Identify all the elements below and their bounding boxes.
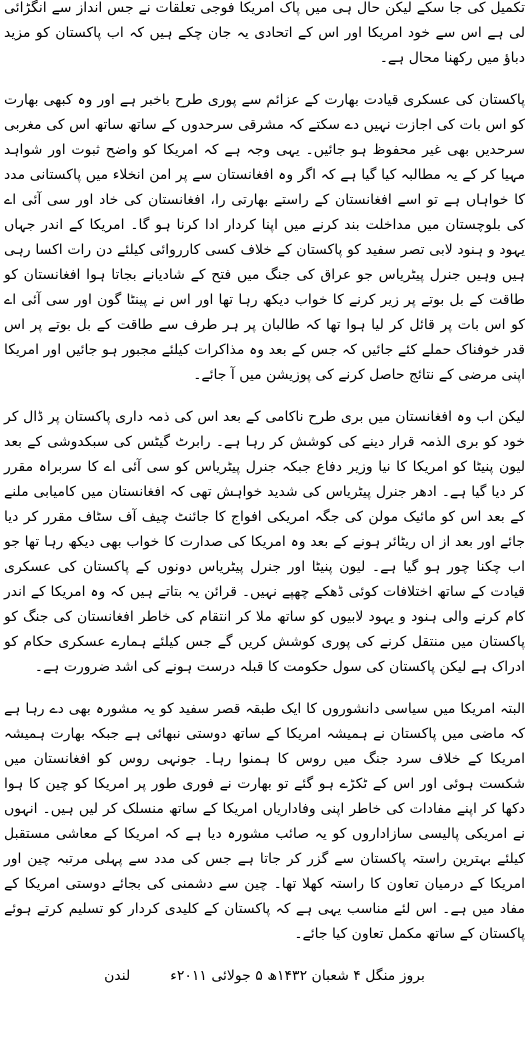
place: لندن — [104, 968, 131, 984]
article-paragraph: لیکن اب وہ افغانستان میں بری طرح ناکامی کے بعد اس کی ذمہ داری پاکستان پر ڈال کر خود کو بری الذمہ قرار دینے کی کوشش کر رہا ہے۔ رابرٹ گیٹس کی سبکدوشی کے بعد لیون پنیٹا کو امریکا کا نیا وزیر دفاع جبکہ جنرل پیٹریاس کو سی آئی اے کا سربراہ مقرر کر دیا گیا ہے۔ ادھر جنرل پیٹریاس کی شدید خواہش تھی کہ افغانستان میں کامیابی ملنے کے بعد اس کو مائیک مولن کی جگہ امریکی افواج کا جائنٹ چیف آف سٹاف مقرر کر دیا جائے اور بعد از اں ریٹائر ہونے کے بعد وہ امریکا کی صدارت کا خواب بھی دیکھ رہا تھا جو اب چکنا چور ہو گیا ہے۔ لیون پنیٹا اور جنرل پیٹریاس دونوں کے پاکستان کی عسکری قیادت کے ساتھ اختلافات کوئی ڈھکے چھپے نہیں۔ قرائن یہ بتاتے ہیں کہ وہ امریکا کے اندر کام کرنے والی ہنود و یہود لابیوں کو ساتھ ملا کر انتقام کی خاطر افغانستان کی جنگ کو پاکستان میں منتقل کرنے کی پوری کوشش کریں گے جس کیلئے ہمارے عسکری حکام کو ادراک ہے لیکن پاکستان کی سول حکومت کا قبلہ درست ہونے کی اشد ضرورت ہے۔ — [4, 409, 525, 675]
article-paragraph: تکمیل کی جا سکے لیکن حال ہی میں پاک امریکا فوجی تعلقات نے جس انداز سے انگڑائی لی ہے اس سے خود امریکا اور اس کے اتحادی یہ جان چکے ہیں کہ اب پاکستان کو مزید دباؤ میں رکھنا محال ہے۔ — [4, 0, 525, 66]
article-paragraph: البتہ امریکا میں سیاسی دانشوروں کا ایک طبقہ قصر سفید کو یہ مشورہ بھی دے رہا ہے کہ ماضی میں پاکستان نے ہمیشہ امریکا کے ساتھ دوستی نبھائی ہے جبکہ بھارت ہمیشہ امریکا کے خلاف سرد جنگ میں روس کا ہمنوا رہا۔ جونہی روس کو افغانستان میں شکست ہوئی اور اس کے ٹکڑے ہو گئے تو بھارت نے فوری طور پر امریکا کو چین کا ہوا دکھا کر اپنے مفادات کی خاطر اپنی وفاداریاں امریکا کے ساتھ منسلک کر لیں ہیں۔ انہوں نے امریکی پالیسی سازاداروں کو یہ صائب مشورہ دیا ہے کہ امریکا کے معاشی مستقبل کیلئے بہترین راستہ پاکستان سے گزر کر جاتا ہے جس کی مدد سے پہلی مرتبہ چین اور امریکا کے درمیان تعاون کا راستہ کھلا تھا۔ چین سے دشمنی کی بجائے دوستی امریکا کے مفاد میں ہے۔ اس لئے مناسب یہی ہے کہ پاکستان کے کلیدی کردار کو تسلیم کرتے ہوئے پاکستان کے ساتھ مکمل تعاون کیا جائے۔ — [4, 701, 525, 942]
dateline: بروز منگل ۴ شعبان ۱۴۳۲ھ ۵ جولائی ۲۰۱۱ء — [170, 968, 425, 984]
article-paragraph: پاکستان کی عسکری قیادت بھارت کے عزائم سے پوری طرح باخبر ہے اور وہ کبھی بھارت کو اس بات کی اجازت نہیں دے سکتے کہ مشرقی سرحدوں کے ساتھ ساتھ اس کی مغربی سرحدیں بھی غیر محفوظ ہو جائیں۔ یہی وجہ ہے کہ امریکا کو واضح ثبوت اور شواہد مہیا کر کے یہ مطالبہ کیا گیا ہے کہ اگر وہ افغانستان سے پر امن انخلاء میں پاکستانی مدد کا خواہاں ہے تو اسے افغانستان کے راستے بھارتی را، افغانستان کی خاد اور سی آئی اے کی بلوچستان میں مداخلت بند کرنے میں اپنا کردار ادا کرنا ہو گا۔ امریکا کے اندر جہاں یہود و ہنود لابی تصر سفید کو پاکستان کے خلاف کسی کارروائی کیلئے دن رات اکسا رہی ہیں وہیں جنرل پیٹریاس جو عراق کی جنگ میں فتح کے شادیانے بجاتا ہوا افغانستان کو طاقت کے بل بوتے پر زیر کرنے کا خواب دیکھ رہا تھا اور اس نے پینٹا گون اور سی آئی اے کو اس بات پر قائل کر لیا ہوا تھا کہ طالبان پر ہر طرف سے طاقت کے بل بوتے پر اس قدر خوفناک حملے کئے جائیں کہ جس کے بعد وہ مذاکرات کیلئے مجبور ہو جائیں اور امریکا اپنی مرضی کے نتائج حاصل کرنے کی پوزیشن میں آ جائے۔ — [4, 92, 525, 383]
signoff — [4, 964, 525, 989]
